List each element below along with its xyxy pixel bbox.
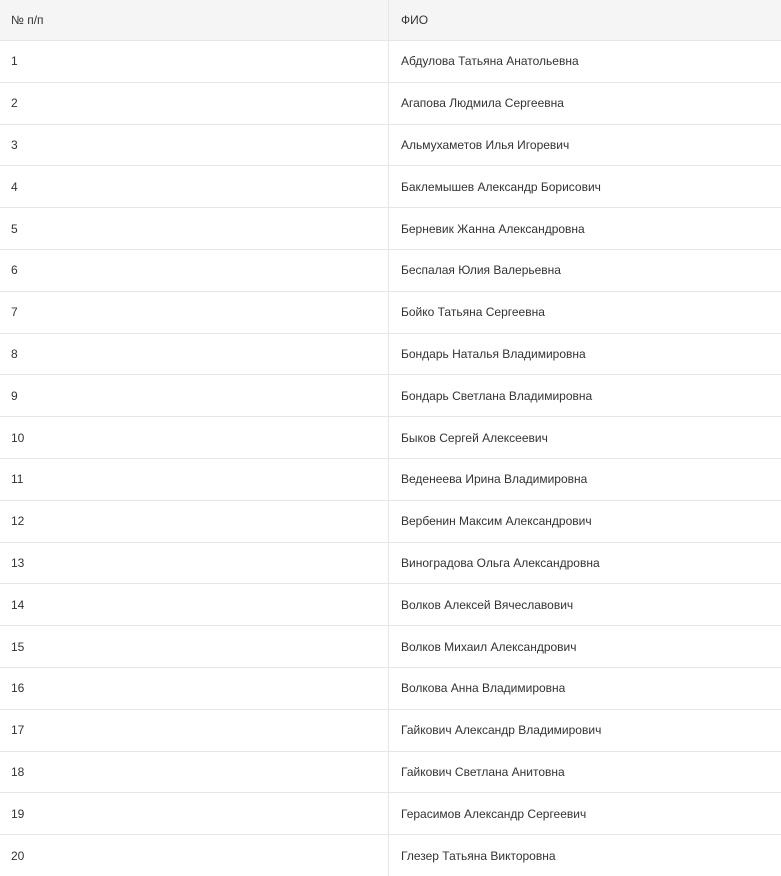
- row-number: 7: [0, 292, 389, 333]
- row-name: Волков Михаил Александрович: [401, 639, 577, 654]
- table-row: [0, 375, 781, 417]
- table-row: [0, 626, 781, 668]
- row-number: 20: [0, 835, 389, 876]
- row-number: 16: [0, 668, 389, 709]
- row-number: 14: [0, 584, 389, 625]
- table-row: [0, 125, 781, 167]
- row-name: Бондарь Светлана Владимировна: [401, 388, 593, 403]
- row-number: 9: [0, 375, 389, 416]
- table-row: [0, 83, 781, 125]
- header-number: № п/п: [0, 0, 389, 40]
- row-number: 10: [0, 417, 389, 458]
- row-number: 13: [0, 543, 389, 584]
- row-name: Веденеева Ирина Владимировна: [401, 472, 588, 487]
- table-row: [0, 543, 781, 585]
- table-row: [0, 417, 781, 459]
- table-row: [0, 793, 781, 835]
- table-row: [0, 292, 781, 334]
- table-header-row: [0, 0, 781, 41]
- row-name: Волкова Анна Владимировна: [401, 681, 566, 696]
- row-number: 4: [0, 166, 389, 207]
- row-name: Быков Сергей Алексеевич: [401, 430, 548, 445]
- row-name: Герасимов Александр Сергеевич: [401, 806, 587, 821]
- row-name: Берневик Жанна Александровна: [401, 221, 585, 236]
- row-name: Гайкович Александр Владимирович: [401, 723, 602, 738]
- row-number: 18: [0, 752, 389, 793]
- row-name: Баклемышев Александр Борисович: [401, 179, 601, 194]
- table-row: [0, 41, 781, 83]
- row-name: Альмухаметов Илья Игоревич: [401, 137, 570, 152]
- row-number: 11: [0, 459, 389, 500]
- table-row: [0, 250, 781, 292]
- row-name: Вербенин Максим Александрович: [401, 514, 592, 529]
- row-number: 17: [0, 710, 389, 751]
- table-row: [0, 166, 781, 208]
- row-name: Беспалая Юлия Валерьевна: [401, 263, 561, 278]
- row-number: 12: [0, 501, 389, 542]
- row-number: 8: [0, 334, 389, 375]
- table-row: [0, 584, 781, 626]
- table-row: [0, 459, 781, 501]
- table-row: [0, 835, 781, 876]
- row-number: 1: [0, 41, 389, 82]
- table-body: [0, 41, 781, 876]
- table-row: [0, 501, 781, 543]
- row-name: Абдулова Татьяна Анатольевна: [401, 54, 579, 69]
- row-number: 5: [0, 208, 389, 249]
- row-number: 2: [0, 83, 389, 124]
- header-name: ФИО: [401, 13, 429, 27]
- table-row: [0, 334, 781, 376]
- row-name: Бондарь Наталья Владимировна: [401, 346, 586, 361]
- row-number: 6: [0, 250, 389, 291]
- row-name: Бойко Татьяна Сергеевна: [401, 305, 545, 320]
- table-row: [0, 208, 781, 250]
- row-number: 3: [0, 125, 389, 166]
- row-name: Агапова Людмила Сергеевна: [401, 96, 564, 111]
- table-row: [0, 752, 781, 794]
- table-row: [0, 710, 781, 752]
- row-number: 19: [0, 793, 389, 834]
- row-name: Виноградова Ольга Александровна: [401, 555, 600, 570]
- row-name: Гайкович Светлана Анитовна: [401, 764, 565, 779]
- table-row: [0, 668, 781, 710]
- row-number: 15: [0, 626, 389, 667]
- row-name: Волков Алексей Вячеславович: [401, 597, 574, 612]
- row-name: Глезер Татьяна Викторовна: [401, 849, 556, 864]
